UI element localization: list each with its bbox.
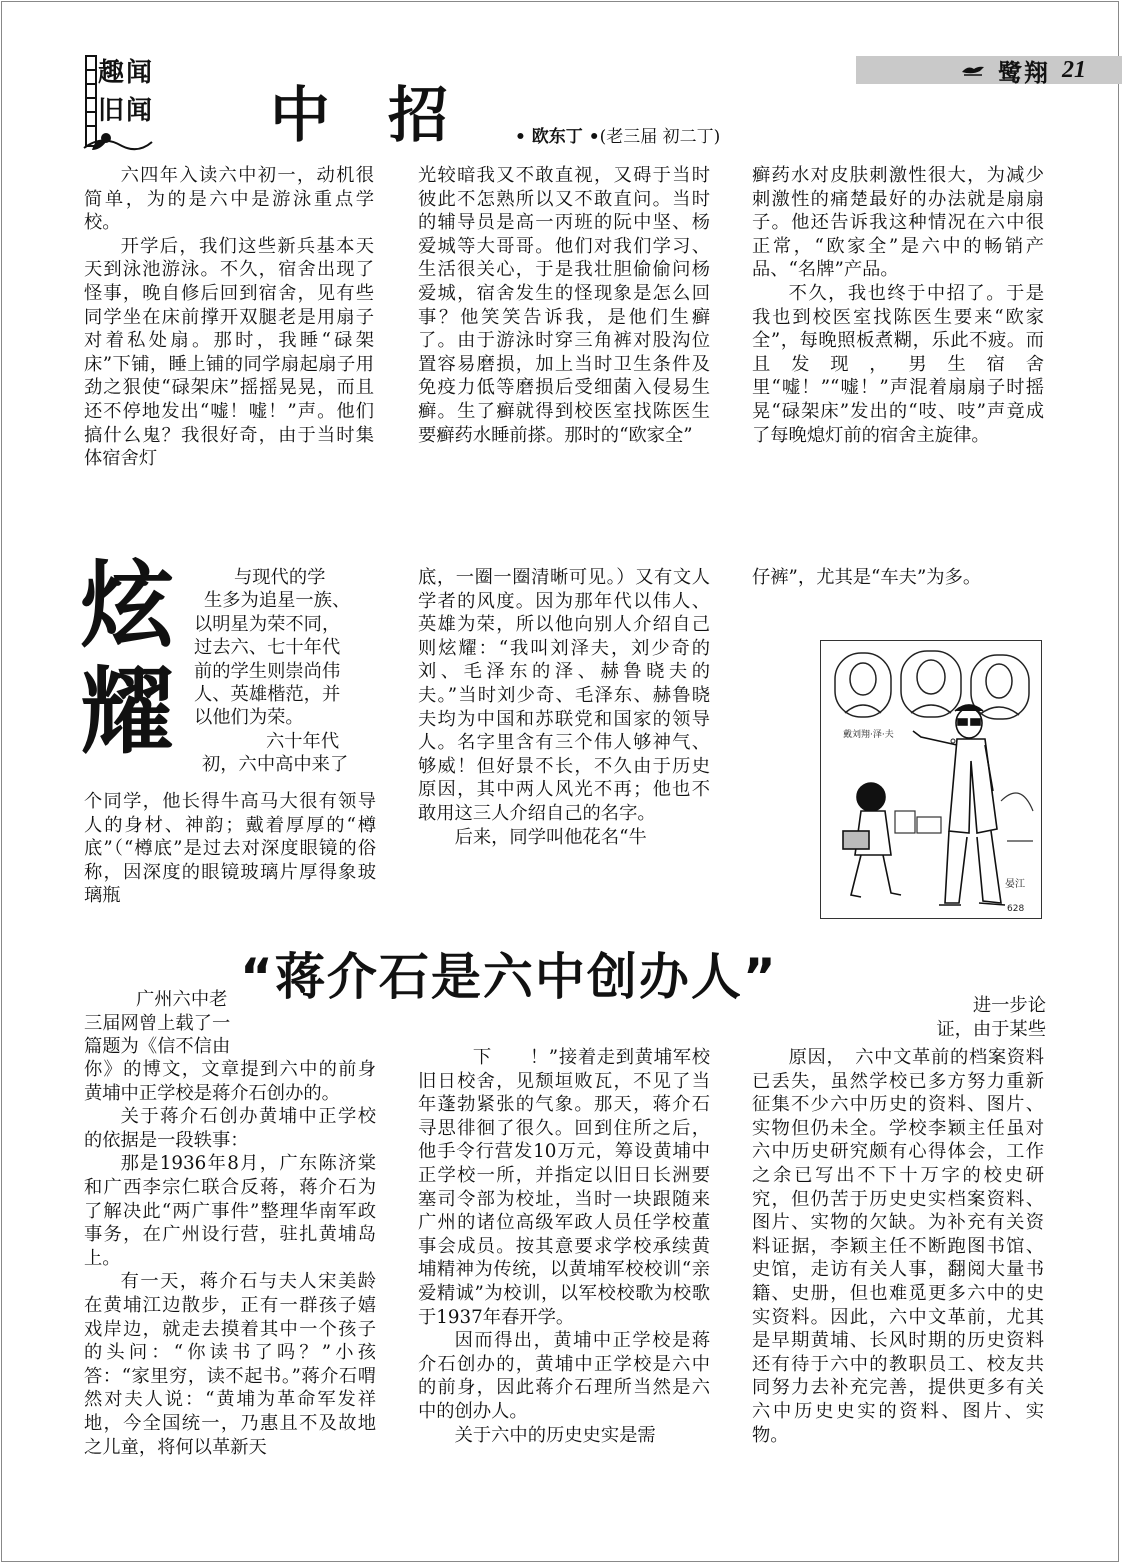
article2-line: 生多为追星一族、 xyxy=(204,590,351,612)
article3-col1-para: 有一天，蒋介石与夫人宋美龄在黄埔江边散步，正有一群孩子嬉戏岸边，就走去摸着其中一个孩子的头问：“你读书了吗？”小孩答：“家里穷，读不起书。”蒋介石喟然对夫人说：“黄埔为革命军发祥地，今全国统一，乃惠且不及故地之儿童，将何以革新天 xyxy=(84,1271,376,1458)
article2-line: 初，六中高中来了 xyxy=(202,754,349,776)
article3-column1 xyxy=(84,1058,376,1459)
article3-column3-lead xyxy=(900,994,1046,1041)
article3-column2 xyxy=(418,1046,710,1447)
page-header xyxy=(856,56,1122,87)
column-label-logo xyxy=(82,50,182,155)
illustration-signature: 晏江 xyxy=(1005,879,1025,890)
article1-col3-para: 不久，我也终于中招了。于是我也到校医室找陈医生要来“欧家全”，每晚照板煮糊，乐此不疲。而且发现，男生宿舍里“嘘！”“嘘！”声混着扇扇子时摇晃“碌架床”发出的“吱、吱”声竟成了每晚熄灯前的宿舍主旋律。 xyxy=(752,282,1044,446)
article3-lead-line: 进一步论 xyxy=(972,995,1046,1016)
article3-column3 xyxy=(752,1046,1044,1447)
article1-col3-para: 癣药水对皮肤刺激性很大，为减少刺激性的痛楚最好的办法就是扇扇子。他还告诉我这种情况在六中很正常，“欧家全”是六中的畅销产品、“名牌”产品。 xyxy=(752,165,1044,281)
article1-title: 中招 xyxy=(270,81,506,151)
publication-title: 鹭翔 xyxy=(998,58,1050,87)
article3-lead-line: 广州六中老 xyxy=(136,989,228,1010)
article2-line: 过去六、七十年代 xyxy=(194,637,341,659)
column-label-line1: 趣闻 xyxy=(98,58,155,88)
article2-line: 六十年代 xyxy=(266,730,340,752)
article3-col2-para: 下 ！”接着走到黄埔军校旧日校舍，见颓垣败瓦，不见了当年蓬勃紧张的气象。那天，蒋介石寻思徘徊了很久。回到住所之后，他手令行营发10万元，筹设黄埔中正学校一所，并指定以旧日长洲要塞司令部为校址，当时一块跟随来广州的诸位高级军政人员任学校董事会成员。按其意要求学校承续黄埔精神为传统，以黄埔军校校训“亲爱精诚”为校训，以军校校歌为校歌于1937年春开学。 xyxy=(418,1047,710,1328)
article2-line: 前的学生则崇尚伟 xyxy=(194,660,341,682)
article1-col2-para: 光较暗我又不敢直视，又碍于当时彼此不怎熟所以又不敢直问。当时的辅导员是高一丙班的阮中坚、杨爱城等大哥哥。他们对我们学习、生活很关心，于是我壮胆偷偷问杨爱城，宿舍发生的怪现象是怎么回事？他笑笑告诉我，是他们生癣了。由于游泳时穿三角裤对股沟位置容易磨损，加上当时卫生条件及免疫力低等磨损后受细菌入侵易生癣。生了癣就得到校医室找陈医生要癣药水睡前搽。那时的“欧家全” xyxy=(418,165,710,446)
article2-column1-bottom xyxy=(84,790,376,908)
article3-col2-para: 关于六中的历史史实是需 xyxy=(454,1424,656,1446)
cartoon-illustration xyxy=(820,640,1042,919)
illustration-caption: 戴刘翔·泽·夫 xyxy=(843,730,894,740)
article3-col1-para: 关于蒋介石创办黄埔中正学校的依据是一段轶事： xyxy=(84,1106,376,1151)
article2-col3-para: 仔裤”，尤其是“车夫”为多。 xyxy=(752,567,982,588)
cartoon-drawing xyxy=(821,641,1043,920)
page-number: 21 xyxy=(1062,56,1086,83)
publication-logo-icon xyxy=(960,63,986,77)
article2-line: 以明星为荣不同， xyxy=(194,613,341,635)
article3-column1-lead xyxy=(84,988,376,1059)
article3-title-close-quote: ” xyxy=(742,948,778,1006)
article1-col1-para: 开学后，我们这些新兵基本天天到泳池游泳。不久，宿舍出现了怪事，晚自修后回到宿舍，见有些同学坐在床前撑开双腿老是用扇子对着私处扇。那时，我睡“碌架床”下铺，睡上铺的同学扇起扇子用劲之狠使“碌架床”摇摇晃晃，而且还不停地发出“嘘！嘘！”声。他们搞什么鬼？我很好奇，由于当时集体宿舍灯 xyxy=(84,235,374,470)
article1-col1-para: 六四年入读六中初一，动机很简单，为的是六中是游泳重点学校。 xyxy=(84,165,374,234)
article3-lead-line: 三届网曾上载了一 xyxy=(84,1012,231,1034)
article2-title-char1: 炫 xyxy=(80,552,175,661)
article3-title-text: 蒋介石是六中创办人 xyxy=(274,948,743,1006)
article2-line: 与现代的学 xyxy=(234,567,326,588)
article2-column2 xyxy=(418,566,710,849)
article1-byline xyxy=(515,122,720,147)
article2-column1-top xyxy=(194,566,376,777)
article2-column3 xyxy=(752,566,1044,590)
article3-lead-line: 证，由于某些 xyxy=(936,1018,1046,1040)
article1-column2 xyxy=(418,164,710,447)
article3-col2-para: 因而得出，黄埔中正学校是蒋介石创办的，黄埔中正学校是六中的前身，因此蒋介石理所当然是六中的创办人。 xyxy=(418,1330,710,1422)
article3-col1-para: 你》的博文，文章提到六中的前身黄埔中正学校是蒋介石创办的。 xyxy=(84,1059,376,1104)
article2-title-char2: 耀 xyxy=(80,658,175,767)
article2-line: 以他们为荣。 xyxy=(194,707,304,729)
illustration-number: 628 xyxy=(1007,904,1025,914)
article2-col1-para: 个同学，他长得牛高马大很有领导人的身材、神韵；戴着厚厚的“樽底”（“樽底”是过去对深度眼镜的俗称，因深度的眼镜玻璃片厚得象玻璃瓶 xyxy=(84,791,376,907)
article2-col2-para: 后来，同学叫他花名“牛 xyxy=(454,826,647,848)
article1-column3 xyxy=(752,164,1044,447)
article3-title-open-quote: “ xyxy=(240,948,275,1006)
article1-author: • 欧东丁 • xyxy=(515,127,600,147)
article1-column1 xyxy=(84,164,374,471)
article1-author-note: (老三届 初二丁) xyxy=(599,127,721,147)
article3-col1-para: 那是1936年8月，广东陈济棠和广西李宗仁联合反蒋，蒋介石为了解决此“两广事件”整理华南军政事务，在广州设行营，驻扎黄埔岛上。 xyxy=(84,1153,376,1269)
article3-col3-para: 原因， 六中文革前的档案资料已丢失，虽然学校已多方努力重新征集不少六中历史的资料、图片、实物但仍未全。学校李颖主任虽对六中历史研究颇有心得体会，工作之余已写出不下十万字的校史研究，但仍苦于历史史实档案资料、图片、实物的欠缺。为补充有关资料证据，李颖主任不断跑图书馆、史馆，走访有关人事，翻阅大量书籍、史册，但也难觅更多六中的史实资料。因此，六中文革前，尤其是早期黄埔、长风时期的历史资料还有待于六中的教职员工、校友共同努力去补充完善，提供更多有关六中历史史实的资料、图片、实物。 xyxy=(752,1047,1044,1446)
article3-lead-line: 篇题为《信不信由 xyxy=(84,1036,231,1058)
article2-line: 人、英雄楷范，并 xyxy=(194,684,341,706)
column-label-line2: 旧闻 xyxy=(98,96,155,126)
article2-col2-para: 底，一圈一圈清晰可见。）又有文人学者的风度。因为那年代以伟人、英雄为荣，所以他向别人介绍自己则炫耀：“我叫刘泽夫，刘少奇的刘、毛泽东的泽、赫鲁晓夫的夫。”当时刘少奇、毛泽东、赫鲁晓夫均为中国和苏联党和国家的领导人。名字里含有三个伟人够神气、够威！但好景不长，不久由于历史原因，其中两人风光不再；他也不敢用这三人介绍自己的名字。 xyxy=(418,567,710,824)
